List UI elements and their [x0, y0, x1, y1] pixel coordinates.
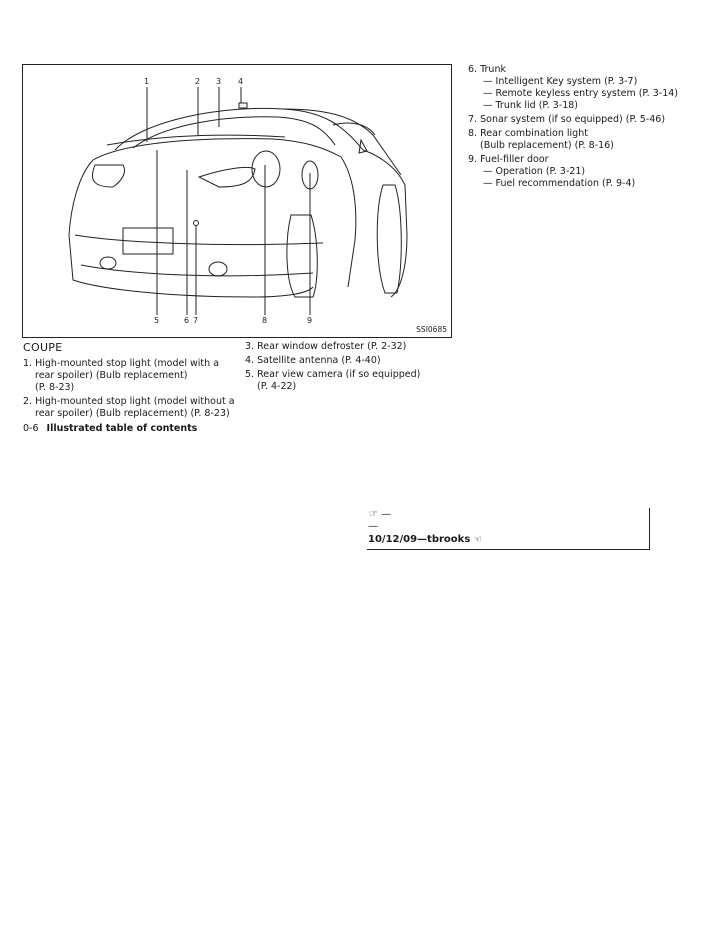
item-title: Sonar system (if so equipped) (P. 5-46) — [480, 114, 666, 125]
stamp-date-author: 10/12/09—tbrooks — [368, 534, 471, 545]
sub-item: — Fuel recommendation (P. 9-4) — [483, 178, 636, 189]
list-item — [468, 154, 708, 190]
stamp-row-2: — — [368, 521, 378, 532]
callout-8: 8 — [262, 316, 268, 325]
item-text: Rear view camera (if so equipped) — [257, 369, 421, 380]
callout-7: 7 — [193, 316, 199, 325]
item-text: rear spoiler) (Bulb replacement) — [35, 370, 188, 381]
callout-2: 2 — [195, 77, 201, 86]
item-text: Satellite antenna (P. 4-40) — [257, 355, 381, 366]
item-number: 8. — [468, 128, 478, 139]
item-text: (P. 4-22) — [257, 381, 297, 392]
item-title: Rear combination light — [480, 128, 588, 139]
item-text: (Bulb replacement) (P. 8-16) — [480, 140, 614, 151]
list-item — [245, 369, 460, 393]
callout-1: 1 — [144, 77, 150, 86]
item-number: 5. — [245, 369, 255, 380]
item-list-middle — [245, 341, 460, 395]
item-number: 4. — [245, 355, 255, 366]
callout-4: 4 — [238, 77, 244, 86]
page-footer — [23, 423, 197, 434]
list-item — [23, 358, 238, 394]
list-item — [245, 341, 460, 353]
callout-9: 9 — [307, 316, 313, 325]
section-title: COUPE — [23, 341, 63, 354]
item-number: 7. — [468, 114, 478, 125]
stamp-row-1: ☞ — — [369, 509, 392, 520]
callout-6: 6 — [184, 316, 190, 325]
sub-item: — Remote keyless entry system (P. 3-14) — [483, 88, 678, 99]
item-text: High-mounted stop light (model without a — [35, 396, 235, 407]
callout-5: 5 — [154, 316, 160, 325]
item-list-right — [468, 64, 708, 192]
list-item — [468, 128, 708, 152]
sub-item: — Intelligent Key system (P. 3-7) — [483, 76, 638, 87]
stamp-row-3 — [368, 534, 482, 545]
list-item — [468, 114, 708, 126]
item-list-left — [23, 358, 238, 422]
figure-code: SSI0685 — [416, 325, 447, 334]
list-item — [23, 396, 238, 420]
revision-stamp — [367, 508, 650, 550]
item-text: Rear window defroster (P. 2-32) — [257, 341, 407, 352]
item-number: 1. — [23, 358, 33, 369]
item-number: 2. — [23, 396, 33, 407]
item-number: 6. — [468, 64, 478, 75]
page-number: 0-6 — [23, 423, 39, 434]
sub-item: — Trunk lid (P. 3-18) — [483, 100, 578, 111]
item-text: High-mounted stop light (model with a — [35, 358, 220, 369]
sub-item: — Operation (P. 3-21) — [483, 166, 586, 177]
page-footer-title: Illustrated table of contents — [46, 423, 198, 434]
item-text: rear spoiler) (Bulb replacement) (P. 8-23) — [35, 408, 230, 419]
callout-3: 3 — [216, 77, 222, 86]
pointing-hand-icon: ☜ — [473, 535, 482, 545]
list-item — [468, 64, 708, 112]
item-title: Fuel-filler door — [480, 154, 549, 165]
item-text: (P. 8-23) — [35, 382, 75, 393]
car-rear-illustration — [22, 64, 452, 338]
item-number: 9. — [468, 154, 478, 165]
car-drawing — [23, 65, 452, 338]
item-number: 3. — [245, 341, 255, 352]
list-item — [245, 355, 460, 367]
item-title: Trunk — [480, 64, 506, 75]
